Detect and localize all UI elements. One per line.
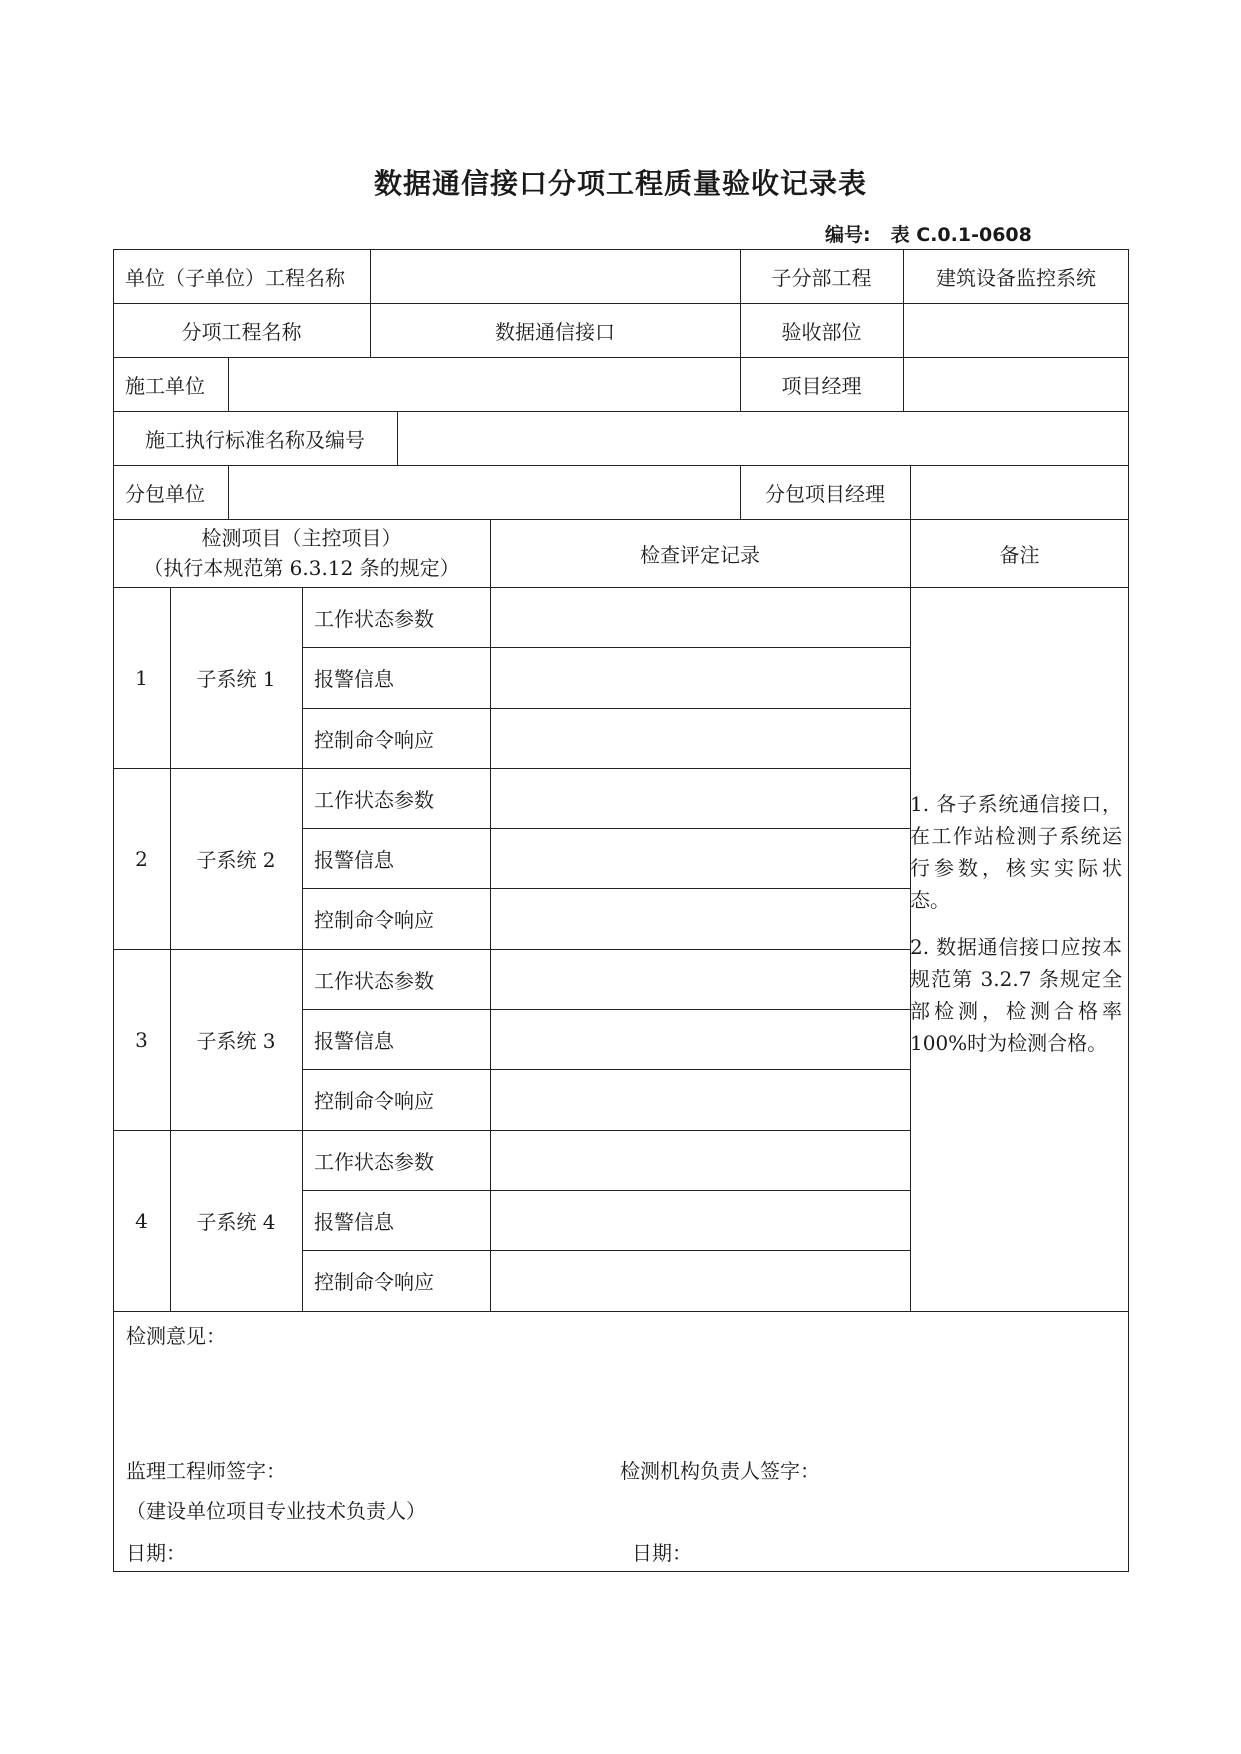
- date-left-label: 日期：: [126, 1541, 186, 1565]
- project-manager-label: 项目经理: [781, 373, 862, 398]
- record-cell[interactable]: [490, 647, 910, 708]
- construction-unit-label: 施工单位: [125, 373, 205, 398]
- subsystem-name: 子系统 1: [196, 667, 276, 691]
- record-cell[interactable]: [490, 708, 910, 768]
- standard-value[interactable]: [397, 411, 1129, 465]
- record-cell[interactable]: [490, 949, 910, 1009]
- subsystem-name: 子系统 3: [196, 1029, 276, 1053]
- record-cell[interactable]: [490, 888, 910, 949]
- remark-1: 1. 各子系统通信接口，在工作站检测子系统运行参数，核实实际状态。: [910, 792, 1122, 912]
- sub-division-value[interactable]: 建筑设备监控系统: [936, 265, 1096, 290]
- date-right-label: 日期：: [632, 1541, 692, 1565]
- remark-2: 2. 数据通信接口应按本规范第 3.2.7 条规定全部检测，检测合格率 100%时为检测合格。: [910, 935, 1122, 1055]
- subsystem-name: 子系统 2: [196, 848, 276, 872]
- check-item-header-line1: 检测项目（主控项目）: [201, 526, 402, 550]
- acceptance-part-value[interactable]: [903, 303, 1129, 357]
- check-item: 工作状态参数: [314, 968, 434, 993]
- subcontract-unit-value[interactable]: [228, 465, 740, 519]
- sub-item-label: 分项工程名称: [181, 319, 302, 344]
- record-cell[interactable]: [490, 1250, 910, 1311]
- record-cell[interactable]: [490, 1009, 910, 1069]
- form-code-label: 编号:: [825, 224, 871, 246]
- check-item: 工作状态参数: [314, 606, 434, 631]
- subsystem-no: 4: [135, 1208, 148, 1233]
- record-cell[interactable]: [490, 1130, 910, 1190]
- form-code: [825, 220, 1032, 247]
- acceptance-part-label: 验收部位: [781, 319, 862, 344]
- check-item: 工作状态参数: [314, 1149, 434, 1174]
- subsystem-name: 子系统 4: [196, 1210, 276, 1234]
- opinion-label: 检测意见：: [126, 1324, 226, 1348]
- record-cell[interactable]: [490, 768, 910, 828]
- subcontract-manager-label: 分包项目经理: [765, 481, 885, 506]
- record-cell[interactable]: [490, 587, 910, 647]
- record-cell[interactable]: [490, 1190, 910, 1250]
- remarks-header: 备注: [999, 542, 1040, 567]
- record-header: 检查评定记录: [640, 542, 760, 567]
- supervisor-sign-label: 监理工程师签字：: [126, 1459, 286, 1483]
- page-title: 数据通信接口分项工程质量验收记录表: [373, 167, 867, 200]
- check-item: 工作状态参数: [314, 787, 434, 812]
- subcontract-manager-value[interactable]: [910, 465, 1129, 519]
- record-cell[interactable]: [490, 828, 910, 888]
- unit-project-value[interactable]: [370, 249, 740, 303]
- sub-item-value[interactable]: 数据通信接口: [495, 319, 615, 344]
- remarks-text: [910, 788, 1122, 1074]
- construction-unit-value[interactable]: [228, 357, 740, 411]
- subcontract-unit-label: 分包单位: [125, 481, 205, 506]
- record-cell[interactable]: [490, 1069, 910, 1130]
- check-item: 报警信息: [314, 847, 394, 872]
- check-item-header-line2: （执行本规范第 6.3.12 条的规定）: [143, 556, 460, 580]
- check-item: 控制命令响应: [314, 1089, 434, 1113]
- check-item: 控制命令响应: [314, 1270, 434, 1294]
- check-item: 控制命令响应: [314, 908, 434, 932]
- form-code-value: 表 C.0.1-0608: [890, 224, 1032, 246]
- sub-division-label: 子分部工程: [771, 265, 872, 290]
- subsystem-no: 3: [135, 1027, 148, 1052]
- project-manager-value[interactable]: [903, 357, 1129, 411]
- owner-note: （建设单位项目专业技术负责人）: [126, 1499, 426, 1523]
- standard-label: 施工执行标准名称及编号: [145, 427, 365, 452]
- check-item: 报警信息: [314, 1028, 394, 1053]
- check-item: 控制命令响应: [314, 727, 434, 752]
- check-item: 报警信息: [314, 667, 394, 691]
- agency-sign-label: 检测机构负责人签字：: [620, 1459, 820, 1483]
- subsystem-no: 1: [135, 665, 148, 690]
- unit-project-label: 单位（子单位）工程名称: [125, 265, 345, 290]
- check-item-header: [113, 519, 490, 587]
- subsystem-no: 2: [135, 846, 148, 871]
- row-divider: [113, 1311, 1129, 1312]
- check-item: 报警信息: [314, 1209, 394, 1234]
